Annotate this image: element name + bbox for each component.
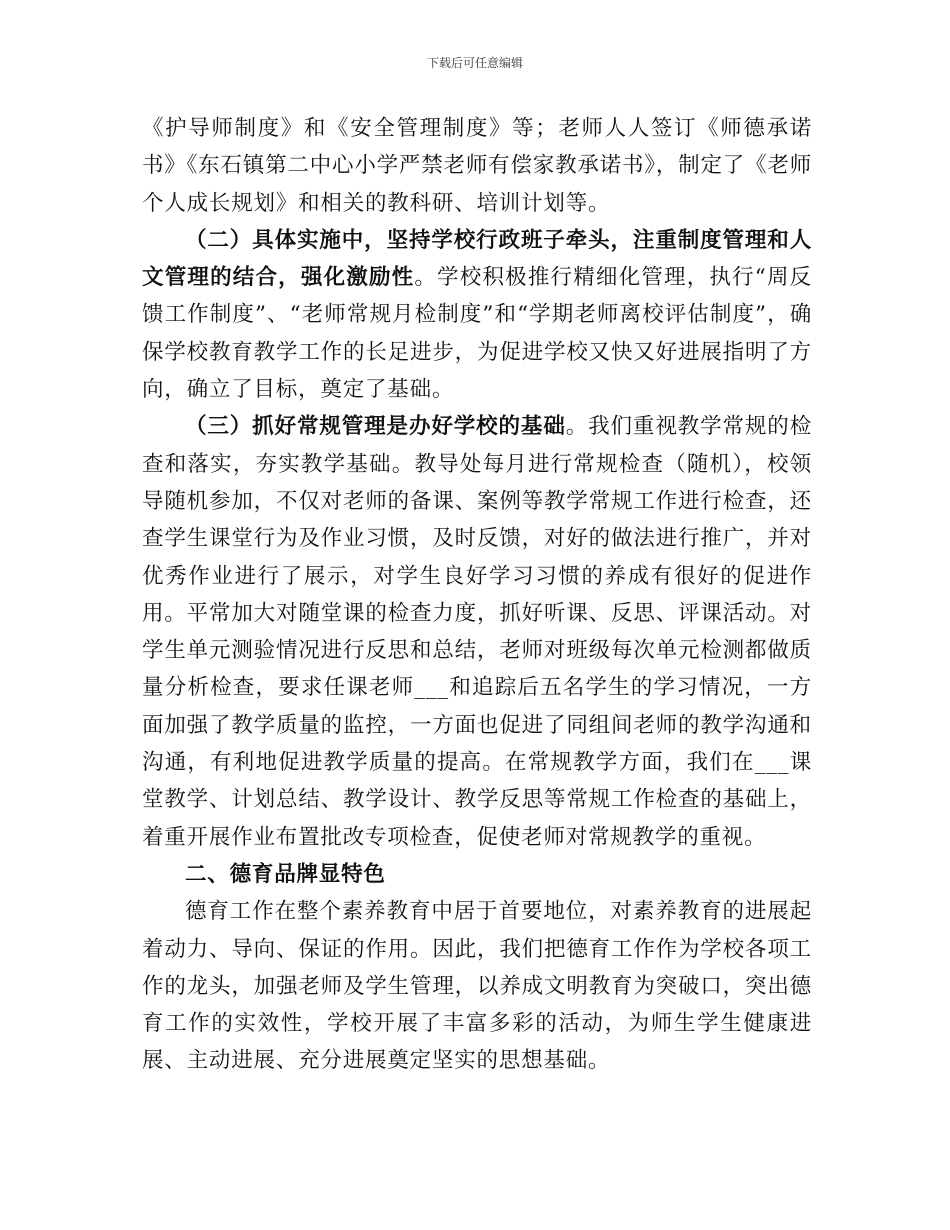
paragraph-3-bold-lead: （三）抓好常规管理是办好学校的基础 — [185, 414, 566, 440]
paragraph-3-text: 。我们重视教学常规的检查和落实，夯实教学基础。教导处每月进行常规检查（随机），校领导随机参加，不仅对老师的备课、案例等教学常规工作进行检查，还查学生课堂行为及作业习惯，及时反馈，对好的做法进行推广，并对优秀作业进行了展示，对学生良好学习习惯的养成有很好的促进作用。平常加大对随堂课的检查力度，抓好听课、反思、评课活动。对学生单元测验情况进行反思和总结，老师对班级每次单元检测都做质量分析检查，要求任课老师___和追踪后五名学生的学习情况，一方面加强了教学质量的监控，一方面也促进了同组间老师的教学沟通和沟通，有利地促进教学质量的提高。在常规教学方面，我们在___课堂教学、计划总结、教学设计、教学反思等常规工作检查的基础上，着重开展作业布置批改专项检查，促使老师对常规教学的重视。 — [142, 414, 812, 850]
paragraph-2 — [142, 222, 812, 408]
page-header: 下载后可任意编辑 — [426, 56, 523, 70]
paragraph-2-bold-lead: （二）具体实施中，坚持学校行政班子牵头，注重制度管理和人文管理的结合，强化激励性 — [142, 227, 812, 291]
paragraph-1: 《护导师制度》和《安全管理制度》等；老师人人签订《师德承诺书》《东石镇第二中心小学严禁老师有偿家教承诺书》，制定了《老师个人成长规划》和相关的教科研、培训计划等。 — [142, 116, 812, 216]
paragraph-2-text: 。学校积极推行精细化管理，执行“周反馈工作制度”、“老师常规月检制度”和“学期老师离校评估制度”，确保学校教育教学工作的长足进步，为促进学校又快又好进展指明了方向，确立了目标，奠定了基础。 — [142, 265, 812, 403]
paragraph-4: 德育工作在整个素养教育中居于首要地位，对素养教育的进展起着动力、导向、保证的作用。因此，我们把德育工作作为学校各项工作的龙头，加强老师及学生管理，以养成文明教育为突破口，突出德育工作的实效性，学校开展了丰富多彩的活动，为师生学生健康进展、主动进展、充分进展奠定坚实的思想基础。 — [142, 899, 812, 1074]
document-body — [142, 110, 812, 1080]
section-heading-2: 二、德育品牌显特色 — [185, 861, 386, 887]
paragraph-3 — [142, 408, 812, 856]
